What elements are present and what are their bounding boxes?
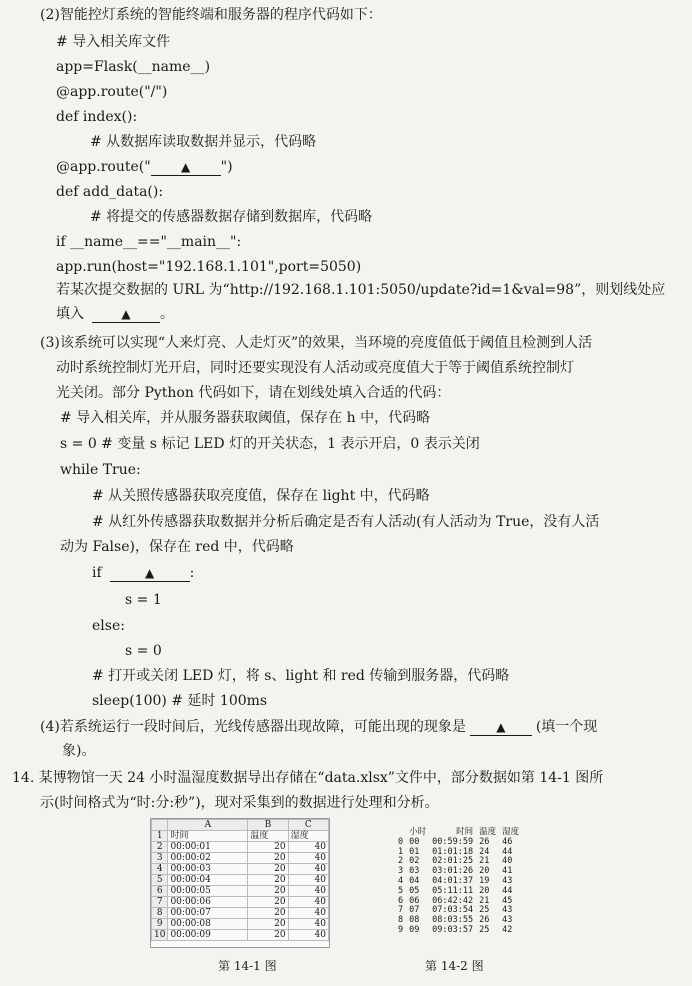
code-fragment: : [189, 565, 195, 581]
part3-paragraph: 光关闭。部分 Python 代码如下，请在划线处填入合适的代码： [56, 385, 451, 401]
sheet-cell: 40 [288, 897, 328, 908]
sheet-cell: 00:00:05 [168, 886, 248, 897]
dataframe-index: 9 [398, 924, 404, 935]
sheet-cell: 20 [248, 853, 288, 864]
dataframe-cell: 25 [479, 905, 490, 916]
row-number: 2 [152, 842, 168, 853]
sheet-cell: 00:00:07 [168, 908, 248, 919]
sheet-cell: 湿度 [288, 831, 328, 842]
code-comment: 动为 False)，保存在 red 中，代码略 [60, 539, 294, 555]
dataframe-header: 温度 [479, 827, 497, 837]
sheet-cell: 40 [288, 886, 328, 897]
code-line: while True: [60, 462, 141, 478]
dataframe-header: 时间 [456, 827, 474, 837]
dataframe-index: 2 [398, 856, 404, 867]
code-line: sleep(100) # 延时 100ms [92, 693, 268, 709]
sheet-row [152, 864, 329, 875]
sheet-cell: 20 [248, 908, 288, 919]
code-line-with-blank [92, 563, 194, 583]
dataframe-cell: 26 [479, 915, 490, 926]
sheet-cell: 20 [248, 886, 288, 897]
code-line: # 导入相关库文件 [56, 34, 171, 50]
row-number: 5 [152, 875, 168, 886]
dataframe-cell: 19 [479, 875, 490, 886]
dataframe-cell: 08 [409, 915, 420, 926]
triangle-marker: ▲ [496, 720, 506, 734]
triangle-marker: ▲ [121, 307, 131, 321]
dataframe-cell: 45 [502, 895, 513, 906]
dataframe-header: 小时 [409, 827, 427, 837]
dataframe-header: 湿度 [502, 827, 520, 837]
code-line: app.run(host="192.168.1.101",port=5050) [56, 259, 362, 275]
question-fragment: 。 [160, 306, 174, 322]
dataframe-cell: 03:01:26 [432, 866, 474, 877]
dataframe-cell: 05:11:11 [432, 885, 474, 896]
sheet-row [152, 908, 329, 919]
dataframe-cell: 24 [479, 846, 490, 857]
dataframe-cell: 09 [409, 924, 420, 935]
figure-caption: 第 14-2 图 [425, 959, 484, 973]
dataframe-cell: 06:42:42 [432, 895, 474, 906]
triangle-marker: ▲ [145, 566, 155, 580]
dataframe-cell: 07 [409, 905, 420, 916]
row-number: 4 [152, 864, 168, 875]
dataframe-cell: 03 [409, 866, 420, 877]
code-line: if __name__=="__main__": [56, 234, 242, 250]
dataframe-index: 5 [398, 885, 404, 896]
dataframe-cell: 44 [502, 846, 513, 857]
sheet-row [152, 831, 329, 842]
dataframe-index: 3 [398, 866, 404, 877]
code-comment: # 导入相关库，并从服务器获取阈值，保存在 h 中，代码略 [60, 410, 431, 426]
sheet-cell: 00:00:06 [168, 897, 248, 908]
part3-paragraph: (3)该系统可以实现“人来灯亮、人走灯灭”的效果，当环境的亮度值低于阈值且检测到人活 [40, 335, 593, 351]
code-line: else: [92, 618, 125, 634]
dataframe-cell: 05 [409, 885, 420, 896]
q14-text: 14. 某博物馆一天 24 小时温湿度数据导出存储在“data.xlsx”文件中，部分数据如第 14-1 图所 [12, 770, 604, 786]
dataframe-cell: 04:01:37 [432, 875, 474, 886]
code-line: s = 1 [125, 592, 162, 608]
sheet-cell: 20 [248, 864, 288, 875]
dataframe-cell: 21 [479, 895, 490, 906]
row-number: 3 [152, 853, 168, 864]
code-line: @app.route("/") [56, 84, 168, 100]
sheet-cell: 00:00:03 [168, 864, 248, 875]
dataframe-cell: 41 [502, 866, 513, 877]
dataframe-cell: 26 [479, 836, 490, 847]
sheet-cell: 40 [288, 875, 328, 886]
code-comment: # 从关照传感器获取亮度值，保存在 light 中，代码略 [92, 488, 430, 504]
dataframe-cell: 21 [479, 856, 490, 867]
dataframe-cell: 01 [409, 846, 420, 857]
sheet-cell: 40 [288, 853, 328, 864]
code-fragment: @app.route(" [56, 159, 151, 175]
dataframe-index: 0 [398, 836, 404, 847]
row-number: 10 [152, 930, 168, 941]
column-letter: B [248, 820, 288, 831]
row-number: 8 [152, 908, 168, 919]
answer-blank [151, 159, 221, 176]
dataframe-cell: 02:01:25 [432, 856, 474, 867]
dataframe-index: 4 [398, 875, 404, 886]
sheet-cell: 00:00:09 [168, 930, 248, 941]
sheet-cell: 20 [248, 897, 288, 908]
dataframe-cell: 09:03:57 [432, 924, 474, 935]
dataframe-index: 1 [398, 846, 404, 857]
code-fragment: if [92, 565, 102, 581]
sheet-cell: 00:00:04 [168, 875, 248, 886]
part2-heading: (2)智能控灯系统的智能终端和服务器的程序代码如下： [40, 7, 382, 23]
sheet-cell: 40 [288, 864, 328, 875]
sheet-cell: 20 [248, 930, 288, 941]
row-number: 1 [152, 831, 168, 842]
answer-blank [110, 565, 190, 582]
dataframe-figure [395, 828, 575, 936]
dataframe-cell: 44 [502, 885, 513, 896]
sheet-cell: 40 [288, 842, 328, 853]
dataframe-cell: 00 [409, 836, 420, 847]
code-comment: # 将提交的传感器数据存储到数据库，代码略 [90, 209, 373, 225]
sheet-cell: 时间 [168, 831, 248, 842]
part4-question: 象)。 [62, 743, 96, 759]
dataframe-index: 6 [398, 895, 404, 906]
sheet-cell: 40 [288, 930, 328, 941]
column-letter-row [152, 820, 329, 831]
dataframe-index: 7 [398, 905, 404, 916]
sheet-cell: 00:00:02 [168, 853, 248, 864]
code-line: s = 0 # 变量 s 标记 LED 灯的开关状态，1 表示开启，0 表示关闭 [60, 436, 480, 452]
spreadsheet-figure [150, 818, 330, 948]
spreadsheet-table [151, 819, 329, 941]
row-number: 7 [152, 897, 168, 908]
dataframe-cell: 00:59:59 [432, 836, 474, 847]
dataframe-cell: 43 [502, 905, 513, 916]
dataframe-table [395, 828, 522, 936]
sheet-row [152, 930, 329, 941]
sheet-row [152, 897, 329, 908]
dataframe-cell: 20 [479, 866, 490, 877]
dataframe-cell: 25 [479, 924, 490, 935]
code-comment: # 从数据库读取数据并显示，代码略 [90, 134, 317, 150]
sheet-row [152, 886, 329, 897]
question-fragment: (填一个现 [535, 719, 598, 735]
sheet-cell: 40 [288, 908, 328, 919]
sheet-cell: 40 [288, 919, 328, 930]
column-letter: A [168, 820, 248, 831]
code-comment: # 打开或关闭 LED 灯，将 s、light 和 red 传输到服务器，代码略 [92, 668, 510, 684]
sheet-cell: 00:00:01 [168, 842, 248, 853]
row-number: 9 [152, 919, 168, 930]
dataframe-cell: 46 [502, 836, 513, 847]
dataframe-cell: 08:03:55 [432, 915, 474, 926]
row-number: 6 [152, 886, 168, 897]
triangle-marker: ▲ [181, 160, 191, 174]
question-text [56, 304, 174, 324]
code-line-with-blank [56, 157, 233, 177]
question-text: 若某次提交数据的 URL 为“http://192.168.1.101:5050/update?id=1&val=98”，则划线处应 [56, 282, 666, 298]
dataframe-cell: 40 [502, 856, 513, 867]
figure-caption: 第 14-1 图 [218, 959, 277, 973]
code-line: def index(): [56, 109, 138, 125]
sheet-row [152, 842, 329, 853]
dataframe-cell: 01:01:18 [432, 846, 474, 857]
code-fragment: ") [220, 159, 233, 175]
sheet-cell: 00:00:08 [168, 919, 248, 930]
question-fragment: 填入 [56, 306, 84, 322]
code-line: def add_data(): [56, 184, 164, 200]
dataframe-cell: 43 [502, 875, 513, 886]
dataframe-cell: 02 [409, 856, 420, 867]
q14-text: 示(时间格式为“时:分:秒”)，现对采集到的数据进行处理和分析。 [40, 795, 439, 811]
code-line: s = 0 [125, 643, 162, 659]
dataframe-cell: 20 [479, 885, 490, 896]
dataframe-cell: 06 [409, 895, 420, 906]
sheet-cell: 20 [248, 875, 288, 886]
part4-question [40, 717, 597, 737]
sheet-cell: 20 [248, 842, 288, 853]
answer-blank [92, 306, 160, 323]
corner-cell [152, 820, 168, 831]
dataframe-cell: 42 [502, 924, 513, 935]
dataframe-cell: 07:03:54 [432, 905, 474, 916]
sheet-row [152, 875, 329, 886]
code-line: app=Flask(__name__) [56, 59, 211, 75]
code-comment: # 从红外传感器获取数据并分析后确定是否有人活动(有人活动为 True，没有人活 [92, 514, 600, 530]
sheet-cell: 20 [248, 919, 288, 930]
dataframe-cell: 43 [502, 915, 513, 926]
sheet-row [152, 919, 329, 930]
dataframe-index: 8 [398, 915, 404, 926]
part3-paragraph: 动时系统控制灯光开启，同时还要实现没有人活动或亮度值大于等于阈值系统控制灯 [56, 360, 574, 376]
dataframe-row [395, 926, 522, 936]
sheet-row [152, 853, 329, 864]
answer-blank [470, 719, 532, 736]
sheet-cell: 温度 [248, 831, 288, 842]
dataframe-cell: 04 [409, 875, 420, 886]
question-fragment: (4)若系统运行一段时间后，光线传感器出现故障，可能出现的现象是 [40, 719, 466, 735]
column-letter: C [288, 820, 328, 831]
